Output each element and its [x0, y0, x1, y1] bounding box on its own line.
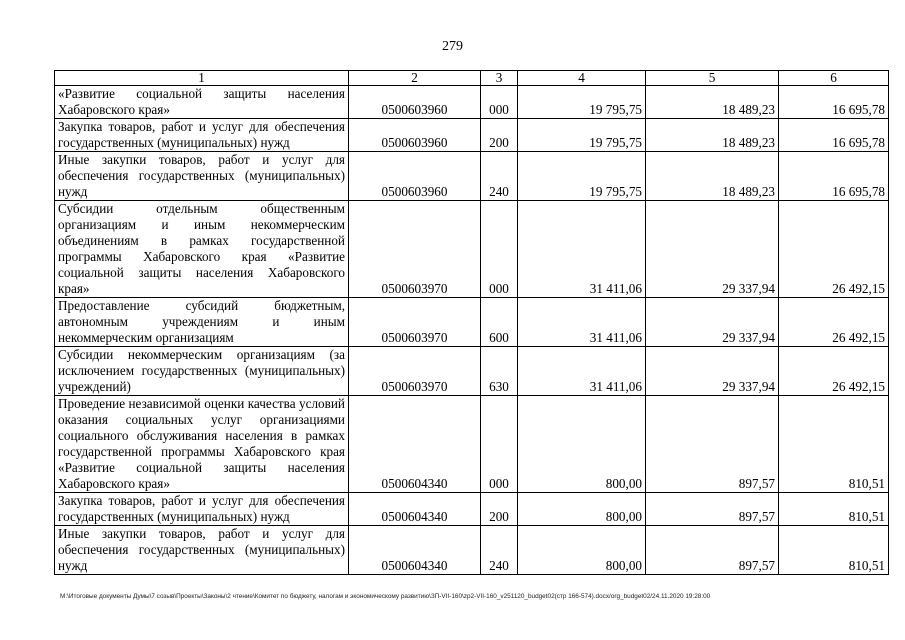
expense-type-cell: 000: [481, 396, 518, 493]
page-number: 279: [442, 39, 463, 54]
amount-cell-col4: 31 411,06: [518, 201, 646, 298]
expense-type-cell: 240: [481, 152, 518, 201]
amount-cell-col5: 18 489,23: [646, 152, 779, 201]
item-code-cell: 0500604340: [349, 526, 481, 575]
table-row: [55, 201, 889, 298]
amount-cell-col6: 16 695,78: [779, 152, 889, 201]
item-code-cell: 0500603970: [349, 201, 481, 298]
amount-cell-col5: 897,57: [646, 493, 779, 526]
amount-cell-col4: 19 795,75: [518, 119, 646, 152]
table-row: [55, 396, 889, 493]
item-code-cell: 0500603960: [349, 119, 481, 152]
item-name-cell: Предоставление субсидий бюджетным, автономным учреждениям и иным некоммерческим организациям: [55, 298, 349, 347]
budget-table: [54, 70, 889, 575]
header-cell: 2: [349, 71, 481, 86]
amount-cell-col6: 26 492,15: [779, 201, 889, 298]
item-name-cell: «Развитие социальной защиты населения Хабаровского края»: [55, 86, 349, 119]
amount-cell-col5: 29 337,94: [646, 298, 779, 347]
item-code-cell: 0500603960: [349, 152, 481, 201]
table-row: [55, 119, 889, 152]
expense-type-cell: 200: [481, 493, 518, 526]
amount-cell-col6: 16 695,78: [779, 86, 889, 119]
table-row: [55, 86, 889, 119]
amount-cell-col6: 810,51: [779, 526, 889, 575]
header-cell: 5: [646, 71, 779, 86]
expense-type-cell: 000: [481, 201, 518, 298]
item-name-cell: Проведение независимой оценки качества условий оказания социальных услуг организациями социального обслуживания населения в рамках государственной программы Хабаровского края «Развитие социальной защиты населения Хабаровского края»: [55, 396, 349, 493]
amount-cell-col4: 800,00: [518, 396, 646, 493]
amount-cell-col5: 897,57: [646, 526, 779, 575]
item-code-cell: 0500603970: [349, 347, 481, 396]
item-name-cell: Субсидии отдельным общественным организациям и иным некоммерческим объединениям в рамках государственной программы Хабаровского края «Развитие социальной защиты населения Хабаровского края»: [55, 201, 349, 298]
item-code-cell: 0500604340: [349, 493, 481, 526]
item-name-cell: Иные закупки товаров, работ и услуг для обеспечения государственных (муниципальных) нужд: [55, 526, 349, 575]
header-cell: 6: [779, 71, 889, 86]
amount-cell-col5: 18 489,23: [646, 119, 779, 152]
amount-cell-col5: 18 489,23: [646, 86, 779, 119]
expense-type-cell: 000: [481, 86, 518, 119]
amount-cell-col4: 800,00: [518, 493, 646, 526]
table-row: [55, 526, 889, 575]
amount-cell-col4: 31 411,06: [518, 347, 646, 396]
amount-cell-col6: 16 695,78: [779, 119, 889, 152]
expense-type-cell: 200: [481, 119, 518, 152]
item-name-cell: Закупка товаров, работ и услуг для обеспечения государственных (муниципальных) нужд: [55, 119, 349, 152]
amount-cell-col4: 19 795,75: [518, 152, 646, 201]
item-code-cell: 0500603970: [349, 298, 481, 347]
amount-cell-col6: 26 492,15: [779, 298, 889, 347]
amount-cell-col5: 29 337,94: [646, 201, 779, 298]
table-row: [55, 298, 889, 347]
footer-file-path: M:\Итоговые документы Думы\7 созыв\Проекты\Законы\2 чтение\Комитет по бюджету, налогам и экономическому развитию\ЗП-VII-160\zp2-VII-160_v251120_budget02(стр 166-574).docx/org_budget02/24.11.2020 19:28:00: [60, 593, 711, 600]
amount-cell-col4: 800,00: [518, 526, 646, 575]
item-code-cell: 0500604340: [349, 396, 481, 493]
item-name-cell: Иные закупки товаров, работ и услуг для обеспечения государственных (муниципальных) нужд: [55, 152, 349, 201]
table-row: [55, 493, 889, 526]
table-row: [55, 347, 889, 396]
item-name-cell: Закупка товаров, работ и услуг для обеспечения государственных (муниципальных) нужд: [55, 493, 349, 526]
amount-cell-col4: 19 795,75: [518, 86, 646, 119]
amount-cell-col5: 29 337,94: [646, 347, 779, 396]
amount-cell-col6: 810,51: [779, 396, 889, 493]
header-cell: 1: [55, 71, 349, 86]
table-row: [55, 152, 889, 201]
header-cell: 3: [481, 71, 518, 86]
item-name-cell: Субсидии некоммерческим организациям (за исключением государственных (муниципальных) учреждений): [55, 347, 349, 396]
amount-cell-col6: 26 492,15: [779, 347, 889, 396]
header-row: [55, 71, 889, 86]
expense-type-cell: 600: [481, 298, 518, 347]
item-code-cell: 0500603960: [349, 86, 481, 119]
amount-cell-col6: 810,51: [779, 493, 889, 526]
amount-cell-col4: 31 411,06: [518, 298, 646, 347]
amount-cell-col5: 897,57: [646, 396, 779, 493]
expense-type-cell: 240: [481, 526, 518, 575]
header-cell: 4: [518, 71, 646, 86]
expense-type-cell: 630: [481, 347, 518, 396]
